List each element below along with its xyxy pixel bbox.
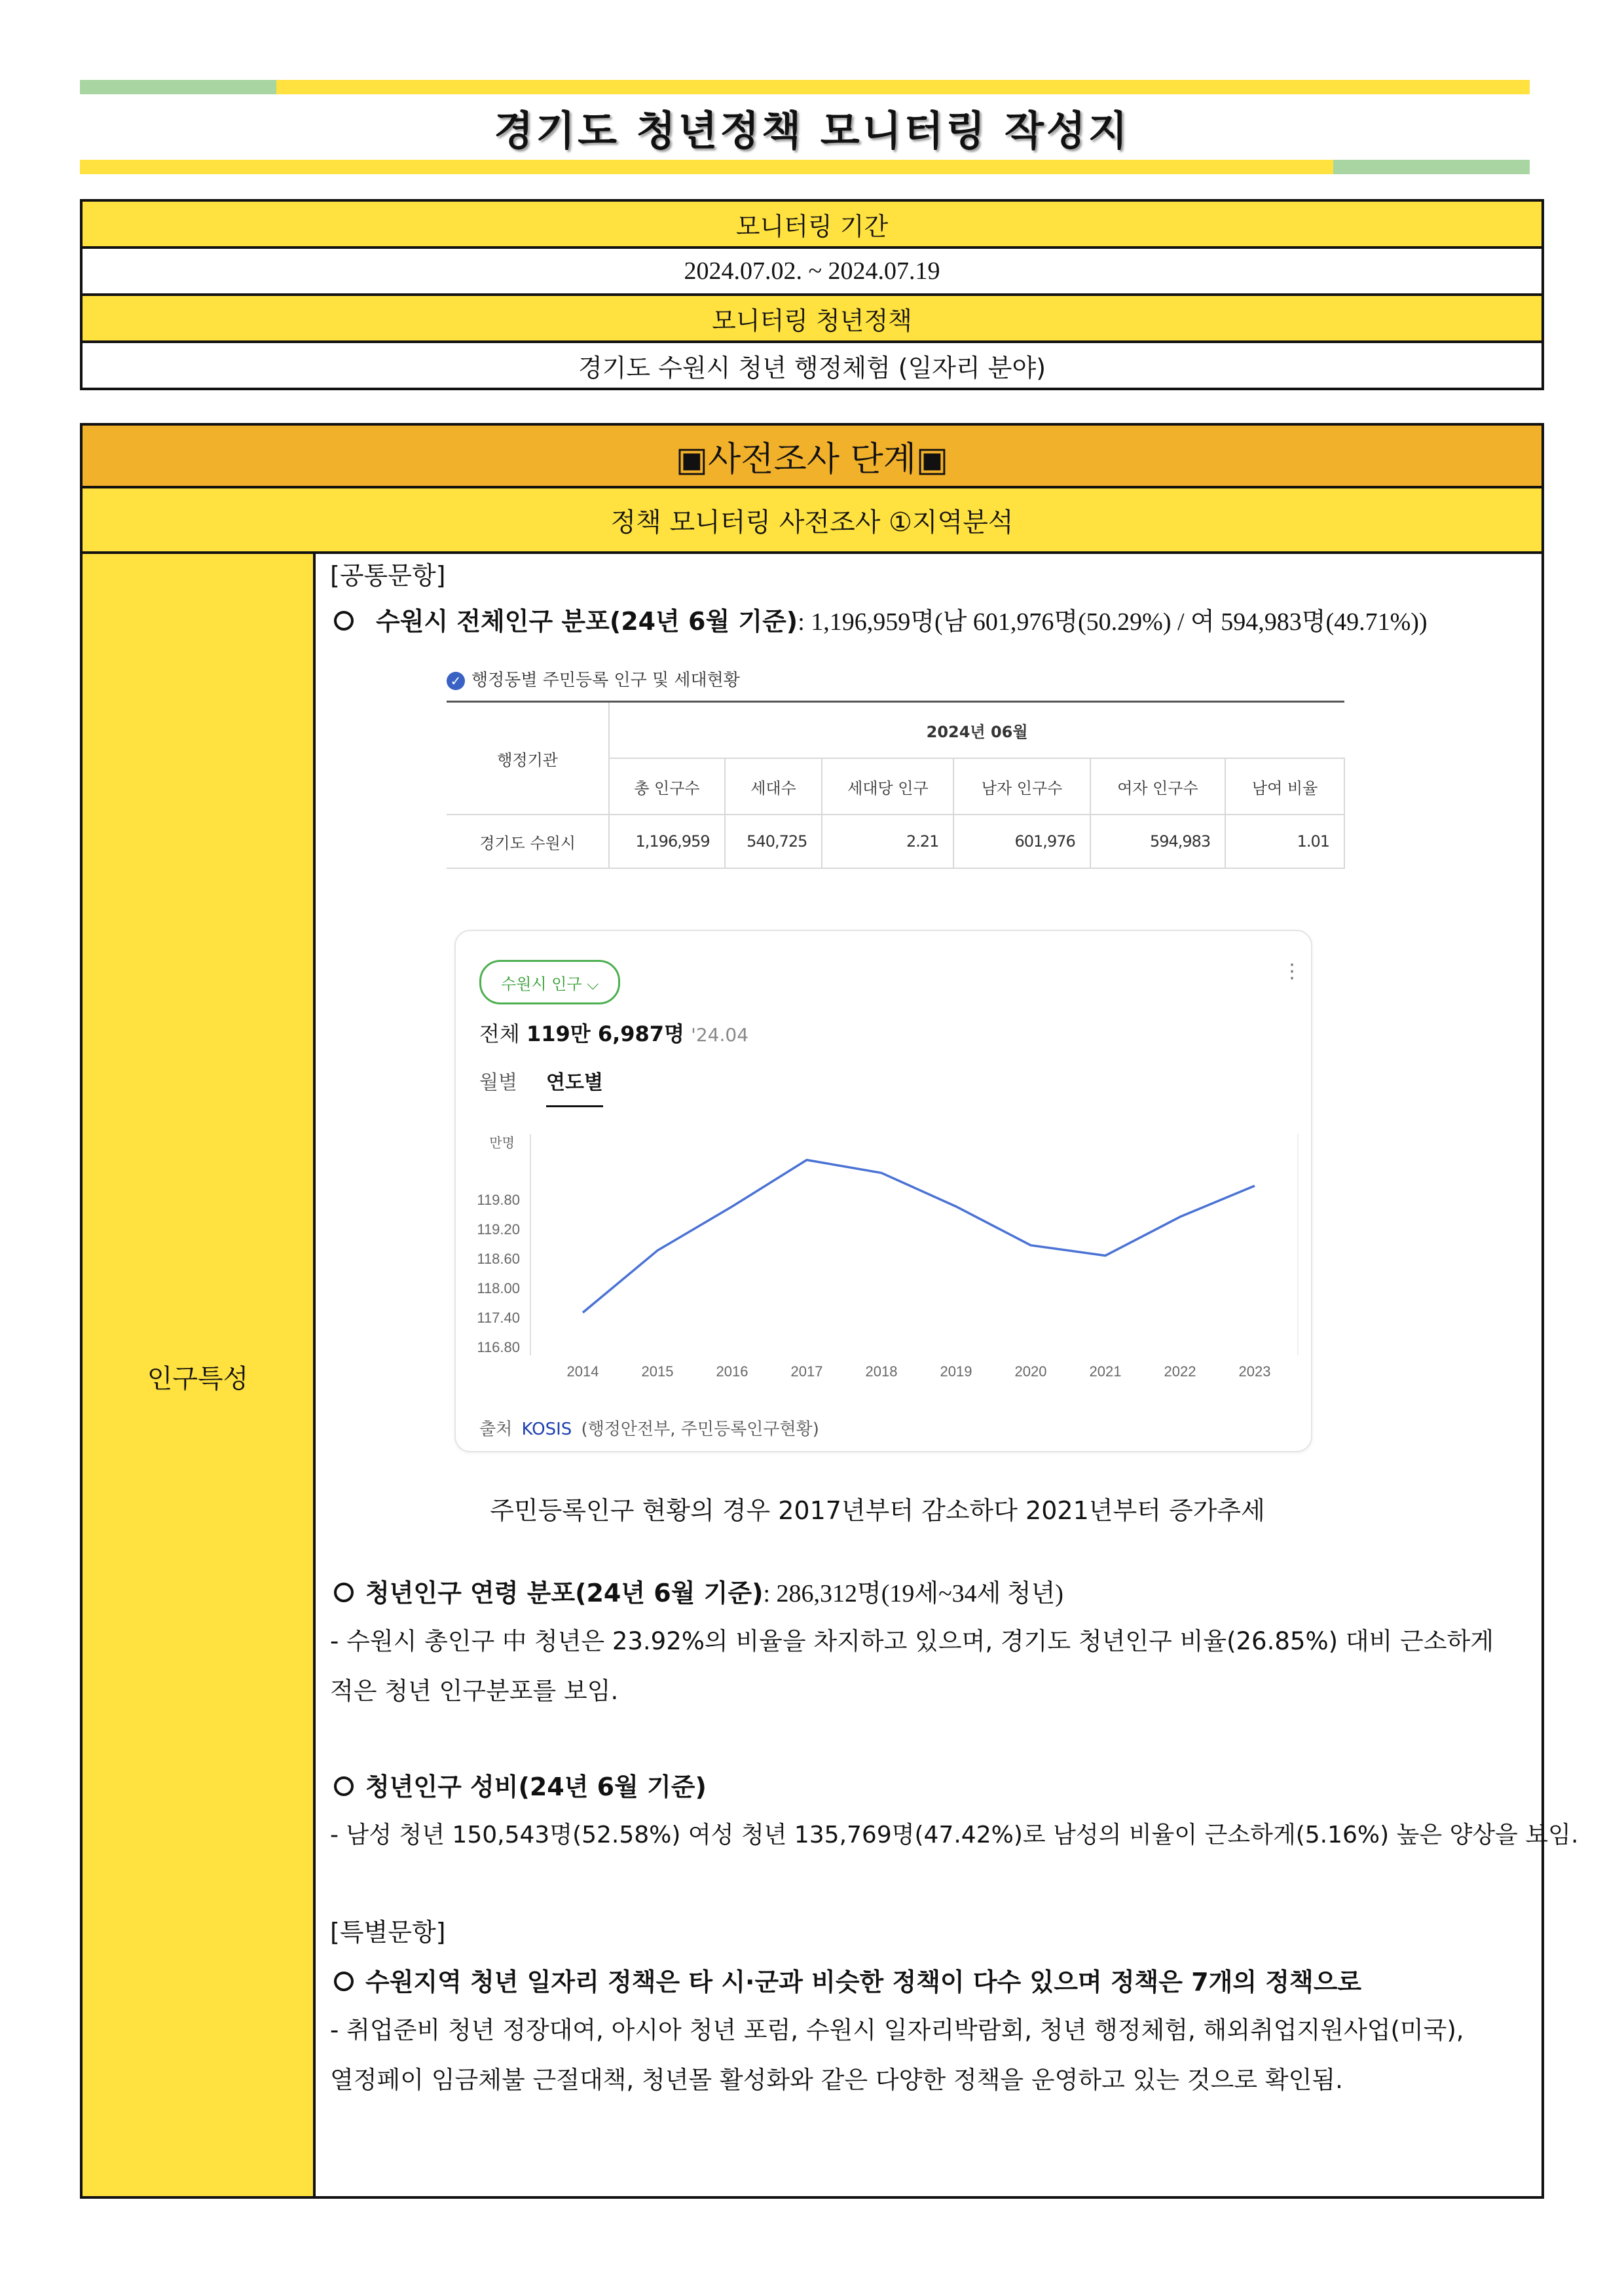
population-table-image (447, 661, 1345, 871)
period-label: 모니터링 기간 (81, 200, 1543, 248)
x-tick-label: 2023 (1238, 1363, 1271, 1380)
header-bar-green-bottom (1333, 160, 1530, 174)
chart-caption: 주민등록인구 현황의 경우 2017년부터 감소하다 2021년부터 증가추세 (490, 1496, 1265, 1525)
population-line (334, 601, 1428, 637)
table-cell: 594,983 (1090, 815, 1225, 868)
youth-ratio-desc: - 남성 청년 150,543명(52.58%) 여성 청년 135,769명(47.42%)로 남성의 비율이 근소하게(5.16%) 높은 양상을 보임. (330, 1822, 1579, 1848)
chart-source (479, 1416, 819, 1440)
y-tick-label: 119.80 (477, 1192, 520, 1208)
x-tick-label: 2014 (566, 1363, 599, 1380)
youth-distribution-title: 청년인구 연령 분포(24년 6월 기준) (365, 1579, 764, 1607)
document-title: 경기도 청년정책 모니터링 작성지 (494, 107, 1130, 155)
column-header: 총 인구수 (609, 758, 724, 815)
table-cell: 540,725 (725, 815, 822, 868)
source-prefix: 출처 (479, 1420, 513, 1439)
stage-title-text: ▣사전조사 단계▣ (675, 439, 949, 479)
stage-subtitle (80, 486, 1544, 554)
column-header: 남여 비율 (1225, 758, 1344, 815)
y-tick-label: 118.00 (477, 1280, 520, 1296)
y-tick-label: 118.60 (477, 1251, 520, 1267)
table-cell: 1.01 (1225, 815, 1344, 868)
period-value: 2024.07.02. ~ 2024.07.19 (81, 248, 1543, 295)
source-detail: (행정안전부, 주민등록인구현황) (581, 1420, 819, 1439)
unit-label: 만명 (489, 1136, 515, 1150)
column-header: 세대당 인구 (822, 758, 953, 815)
population-table-caption-text: 행정동별 주민등록 인구 및 세대현황 (471, 670, 740, 690)
x-tick-label: 2022 (1164, 1363, 1196, 1380)
agency-header: 행정기관 (447, 702, 609, 815)
column-header: 세대수 (725, 758, 822, 815)
x-tick-label: 2020 (1014, 1363, 1047, 1380)
column-header: 여자 인구수 (1090, 758, 1225, 815)
check-circle-icon: ✓ (447, 672, 465, 690)
agency-cell: 경기도 수원시 (447, 815, 609, 868)
tab-yearly[interactable]: 연도별 (546, 1066, 603, 1107)
table-cell: 2.21 (822, 815, 953, 868)
bullet-circle-icon (334, 1972, 354, 1991)
table-cell: 601,976 (953, 815, 1090, 868)
youth-ratio-line (334, 1767, 707, 1803)
population-value: : 1,196,959명(남 601,976명(50.29%) / 여 594,983명(49.71%)) (798, 608, 1428, 636)
x-tick-label: 2015 (641, 1363, 674, 1380)
special-heading: [특별문항] (330, 1918, 446, 1947)
table-row (447, 815, 1344, 868)
series-line (583, 1160, 1255, 1313)
x-tick-label: 2021 (1089, 1363, 1122, 1380)
tab-monthly[interactable]: 월별 (479, 1071, 517, 1094)
source-name[interactable]: KOSIS (521, 1420, 572, 1439)
period-header: 2024년 06월 (609, 702, 1344, 759)
total-line (479, 1018, 748, 1048)
header-bar-yellow-top (276, 80, 1530, 94)
x-tick-label: 2016 (716, 1363, 748, 1380)
bullet-circle-icon (334, 1583, 354, 1602)
y-tick-label: 116.80 (477, 1339, 520, 1355)
bullet-circle-icon (334, 611, 354, 631)
x-tick-label: 2018 (865, 1363, 898, 1380)
stage-subtitle-text: 정책 모니터링 사전조사 ①지역분석 (610, 507, 1014, 538)
youth-distribution-value: : 286,312명(19세~34세 청년) (763, 1580, 1063, 1607)
header-bar-yellow-bottom (80, 160, 1333, 174)
population-chart-card (454, 930, 1312, 1452)
region-select-pill[interactable]: 수원시 인구 ⌵ (479, 960, 620, 1004)
header-bar-green-top (80, 80, 276, 94)
total-value: 119만 6,987명 (526, 1021, 684, 1046)
population-table (447, 701, 1345, 869)
bullet-circle-icon (334, 1776, 354, 1796)
row-label: 인구특성 (147, 1364, 249, 1394)
youth-ratio-title: 청년인구 성비(24년 6월 기준) (365, 1772, 707, 1801)
special-desc-2: 열정페이 임금체불 근절대책, 청년몰 활성화와 같은 다양한 정책을 운영하고 있는 것으로 확인됨. (330, 2066, 1343, 2094)
x-tick-label: 2017 (790, 1363, 823, 1380)
special-title-line (334, 1962, 1361, 1998)
special-desc-1: - 취업준비 청년 정장대여, 아시아 청년 포럼, 수원시 일자리박람회, 청년 행정체험, 해외취업지원사업(미국), (330, 2016, 1464, 2044)
common-heading: [공통문항] (330, 561, 446, 590)
table-cell: 1,196,959 (609, 815, 724, 868)
total-date: '24.04 (691, 1024, 749, 1046)
special-title: 수원지역 청년 일자리 정책은 타 시·군과 비슷한 정책이 다수 있으며 정책은 7개의 정책으로 (365, 1968, 1362, 1996)
monitoring-info-table (80, 199, 1544, 390)
more-options-icon[interactable]: ⋮ (1282, 960, 1302, 983)
stage-title (80, 423, 1544, 488)
y-tick-label: 119.20 (477, 1221, 520, 1238)
policy-value: 경기도 수원시 청년 행정체험 (일자리 분야) (81, 342, 1543, 389)
population-title: 수원시 전체인구 분포(24년 6월 기준) (376, 607, 798, 636)
youth-distribution-desc-1: - 수원시 총인구 中 청년은 23.92%의 비율을 차지하고 있으며, 경기도 청년인구 비율(26.85%) 대비 근소하게 (330, 1627, 1494, 1655)
y-tick-label: 117.40 (477, 1310, 520, 1326)
youth-distribution-desc-2: 적은 청년 인구분포를 보임. (330, 1677, 619, 1705)
youth-distribution-line (334, 1573, 1063, 1609)
row-label-cell (80, 551, 316, 2199)
population-line-chart (456, 1128, 1311, 1389)
x-tick-label: 2019 (940, 1363, 972, 1380)
policy-label: 모니터링 청년정책 (81, 295, 1543, 342)
column-header: 남자 인구수 (953, 758, 1090, 815)
population-table-caption (447, 667, 740, 691)
total-prefix: 전체 (479, 1021, 520, 1046)
